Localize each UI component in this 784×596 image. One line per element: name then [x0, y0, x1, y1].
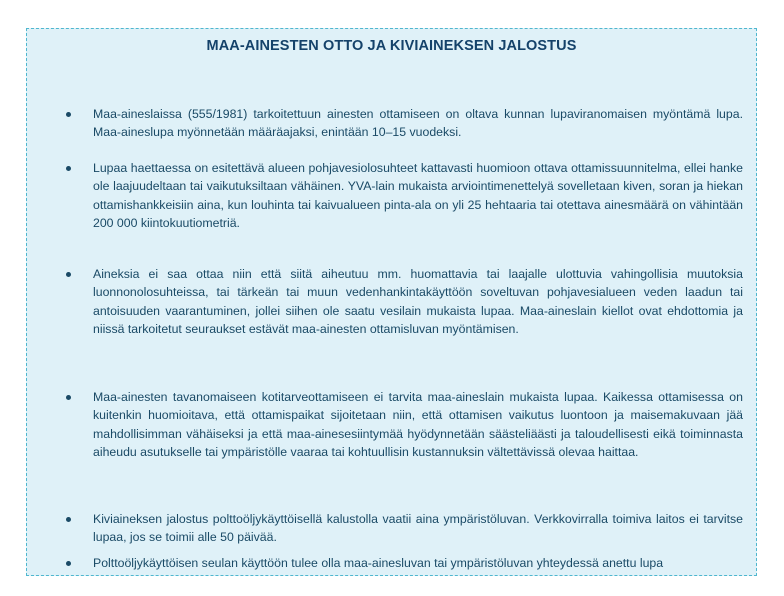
- bullet-icon: [66, 272, 71, 277]
- box-title: MAA-AINESTEN OTTO JA KIVIAINEKSEN JALOSTUS: [206, 38, 577, 54]
- list-item-text: Kiviaineksen jalostus polttoöljykäyttöisellä kalustolla vaatii aina ympäristöluvan. Verkkovirralla toimiva laitos ei tarvitse lupaa, jos se toimii alle 50 päivää.: [93, 512, 743, 545]
- list-item-text: Aineksia ei saa ottaa niin että siitä aiheutuu mm. huomattavia tai laajalle ulottuvia vahingollisia muutoksia luonnonolosuhteissa, tai tärkeän tai muun vedenhankintakäyttöön soveltuvan pohjavesialueen veden laadun tai antoisuuden vaarantuminen, jollei siihen ole saatu vesilain mukaista lupaa. Maa-aineslain kiellot ovat ehdottomia ja niissä tarkoitetut seuraukset estävät maa-ainesten ottamisluvan myöntämisen.: [93, 267, 743, 336]
- list-item-text: Polttoöljykäyttöisen seulan käyttöön tulee olla maa-ainesluvan tai ympäristöluvan yhteydessä anettu lupa: [93, 556, 664, 570]
- list-item-text: Lupaa haettaessa on esitettävä alueen pohjavesiolosuhteet kattavasti huomioon ottava ottamissuunnitelma, ellei hanke ole laajuudeltaan tai vaikutuksiltaan vähäinen. YVA-lain mukaista arviointimenettelyä sovelletaan kiven, soran ja hiekan ottamishankkeisiin aina, kun louhinta tai kaivualueen pinta-ala on yli 25 hehtaaria tai otettava ainesmäärä on vähintään 200 000 kiintokuutiometriä.: [93, 161, 743, 230]
- bullet-icon: [66, 166, 71, 171]
- list-item-text: Maa-aineslaissa (555/1981) tarkoitettuun ainesten ottamiseen on oltava kunnan lupaviranomaisen myöntämä lupa. Maa-aineslupa myönnetään määräajaksi, enintään 10–15 vuodeksi.: [93, 107, 743, 140]
- list-item: [93, 388, 743, 461]
- bullet-icon: [66, 517, 71, 522]
- list-item: [93, 159, 743, 232]
- list-item: [93, 554, 743, 572]
- list-item: [93, 265, 743, 338]
- info-box: [26, 28, 757, 576]
- bullet-icon: [66, 395, 71, 400]
- bullet-icon: [66, 112, 71, 117]
- bullet-icon: [66, 561, 71, 566]
- list-item: [93, 105, 743, 142]
- list-item-text: Maa-ainesten tavanomaiseen kotitarveottamiseen ei tarvita maa-aineslain mukaista lupaa. Kaikessa ottamisessa on kuitenkin huomioitava, että ottamispaikat sijoitetaan niin, että ottamisen vaikutus luontoon ja maisemakuvaan jää mahdollisimman vähäiseksi ja että maa-ainesesiintymää hyödynnetään säästeliäästi ja taloudellisesti eikä toiminnasta aiheudu asutukselle tai ympäristölle vaaraa tai kohtuullisin kustannuksin vältettävissä olevaa haittaa.: [93, 390, 743, 459]
- list-item: [93, 510, 743, 547]
